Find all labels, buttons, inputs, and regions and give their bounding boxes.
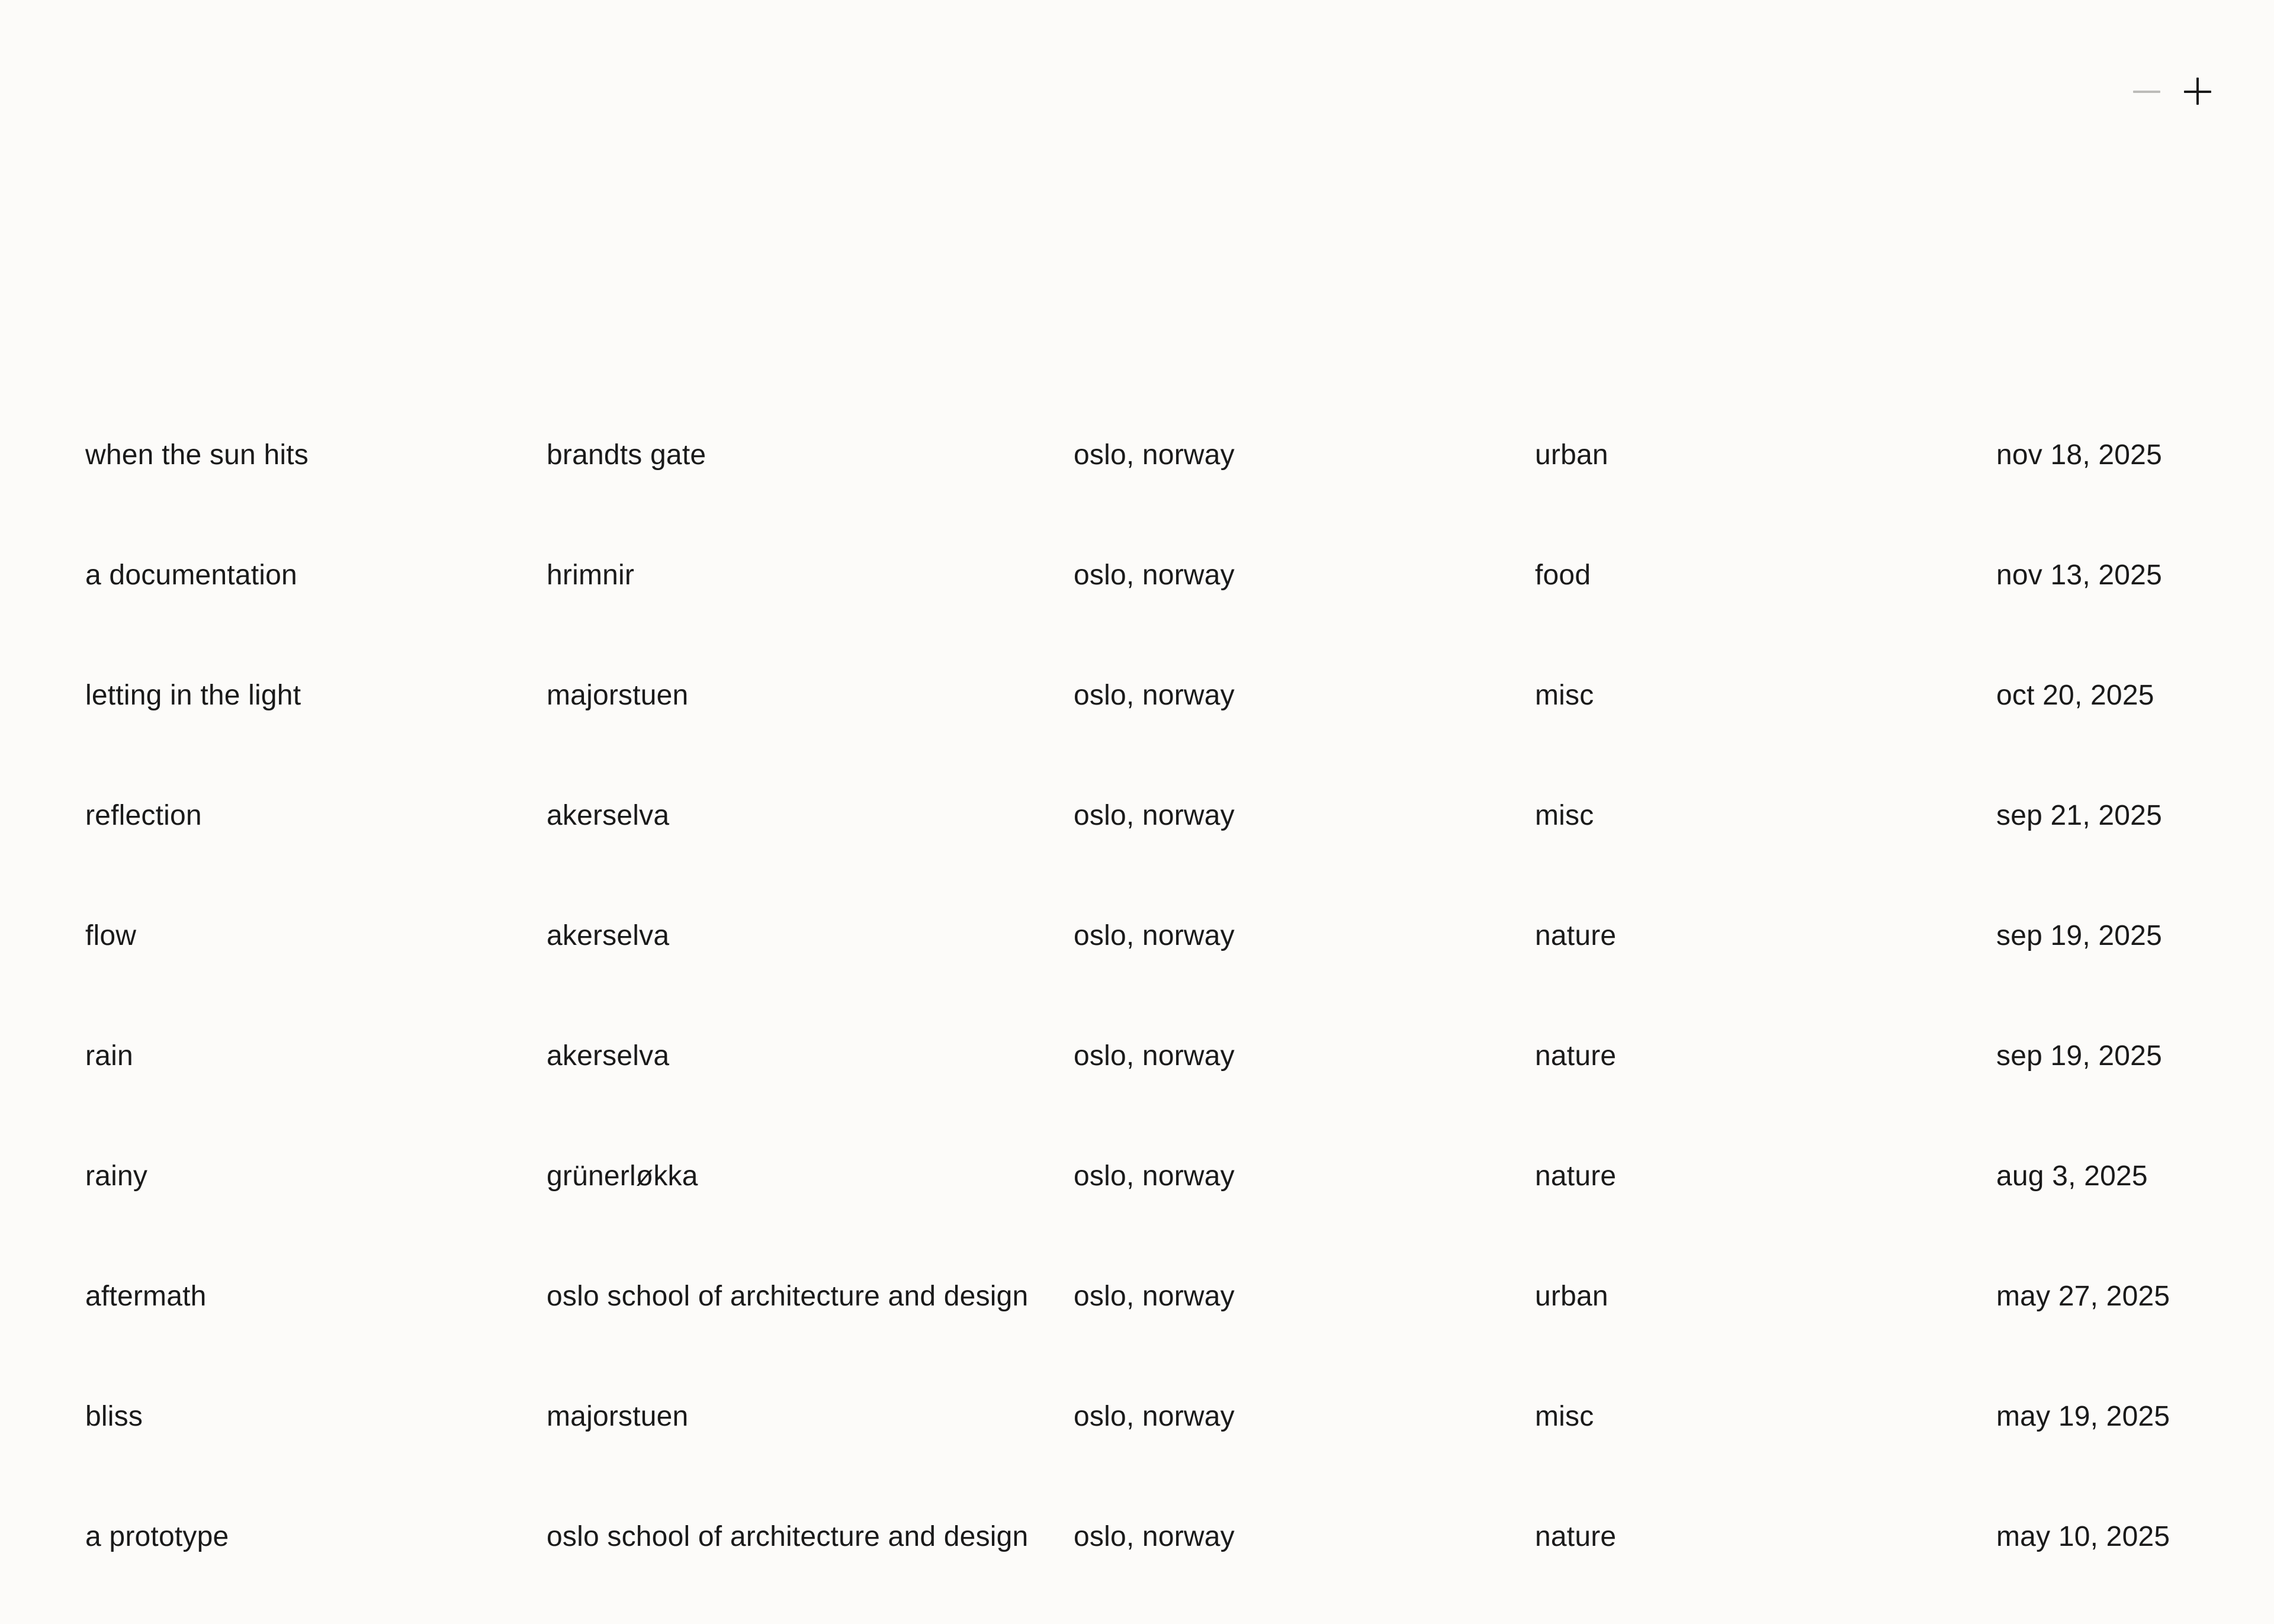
zoom-controls	[2130, 74, 2215, 108]
entry-place: hrimnir	[547, 559, 635, 591]
entry-place: grünerløkka	[547, 1160, 698, 1192]
list-item[interactable]	[0, 1355, 2274, 1475]
entry-place: akerselva	[547, 1040, 670, 1072]
entry-date: sep 19, 2025	[1996, 920, 2162, 951]
list-item[interactable]	[0, 1114, 2274, 1234]
entry-title: bliss	[85, 1401, 143, 1432]
entry-place: akerselva	[547, 920, 670, 951]
entries-list	[0, 393, 2274, 1595]
list-item[interactable]	[0, 1234, 2274, 1355]
entry-category: misc	[1535, 800, 1594, 831]
list-item[interactable]	[0, 994, 2274, 1114]
entry-place: oslo school of architecture and design	[547, 1281, 1029, 1312]
entry-category: food	[1535, 559, 1591, 591]
entry-city: oslo, norway	[1074, 559, 1235, 591]
entry-place: majorstuen	[547, 1401, 689, 1432]
minus-icon	[2133, 91, 2160, 93]
entry-title: when the sun hits	[85, 439, 309, 471]
list-item[interactable]	[0, 754, 2274, 874]
list-item[interactable]	[0, 513, 2274, 633]
entry-date: aug 3, 2025	[1996, 1160, 2148, 1192]
entry-category: nature	[1535, 1521, 1617, 1552]
entry-date: nov 13, 2025	[1996, 559, 2162, 591]
entry-category: misc	[1535, 680, 1594, 711]
entry-category: nature	[1535, 1160, 1617, 1192]
zoom-in-button[interactable]	[2180, 74, 2215, 108]
entry-date: nov 18, 2025	[1996, 439, 2162, 471]
entry-title: reflection	[85, 800, 202, 831]
entry-title: flow	[85, 920, 137, 951]
list-item[interactable]	[0, 393, 2274, 513]
entry-category: nature	[1535, 920, 1617, 951]
entry-date: may 19, 2025	[1996, 1401, 2170, 1432]
entry-category: urban	[1535, 439, 1608, 471]
entry-place: brandts gate	[547, 439, 706, 471]
zoom-out-button[interactable]	[2130, 74, 2164, 108]
entry-city: oslo, norway	[1074, 439, 1235, 471]
entry-title: letting in the light	[85, 680, 301, 711]
entry-place: majorstuen	[547, 680, 689, 711]
list-item[interactable]	[0, 633, 2274, 754]
entry-date: may 27, 2025	[1996, 1281, 2170, 1312]
entry-city: oslo, norway	[1074, 920, 1235, 951]
entry-title: rainy	[85, 1160, 148, 1192]
entry-category: misc	[1535, 1401, 1594, 1432]
entry-city: oslo, norway	[1074, 1281, 1235, 1312]
entry-date: sep 21, 2025	[1996, 800, 2162, 831]
entry-title: a prototype	[85, 1521, 229, 1552]
entry-city: oslo, norway	[1074, 800, 1235, 831]
entry-city: oslo, norway	[1074, 1160, 1235, 1192]
entry-city: oslo, norway	[1074, 1401, 1235, 1432]
entry-date: sep 19, 2025	[1996, 1040, 2162, 1072]
entry-city: oslo, norway	[1074, 680, 1235, 711]
entry-date: oct 20, 2025	[1996, 680, 2154, 711]
entry-city: oslo, norway	[1074, 1521, 1235, 1552]
entry-city: oslo, norway	[1074, 1040, 1235, 1072]
entry-date: may 10, 2025	[1996, 1521, 2170, 1552]
entry-category: nature	[1535, 1040, 1617, 1072]
entry-title: a documentation	[85, 559, 297, 591]
entry-category: urban	[1535, 1281, 1608, 1312]
list-item[interactable]	[0, 1475, 2274, 1595]
entry-place: oslo school of architecture and design	[547, 1521, 1029, 1552]
entry-place: akerselva	[547, 800, 670, 831]
list-item[interactable]	[0, 874, 2274, 994]
entry-title: aftermath	[85, 1281, 207, 1312]
entry-title: rain	[85, 1040, 133, 1072]
